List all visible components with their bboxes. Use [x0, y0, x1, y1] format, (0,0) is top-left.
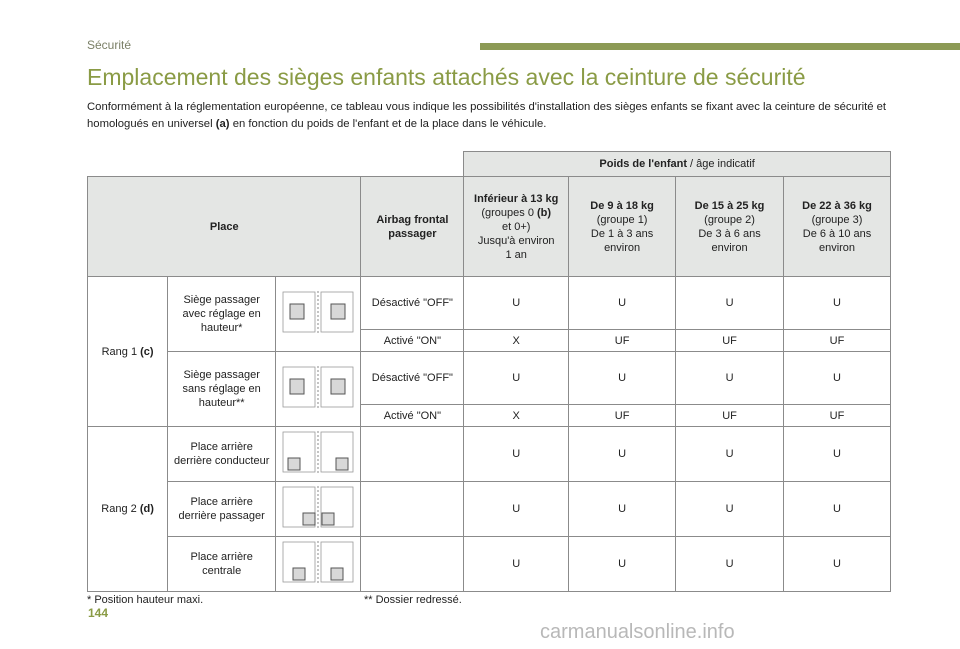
- value-cell: U: [569, 277, 676, 330]
- seat-diagram-icon: [279, 539, 357, 585]
- airbag-state: [361, 482, 464, 537]
- table-row: [88, 277, 891, 330]
- intro-paragraph: [87, 99, 887, 133]
- airbag-state: [361, 537, 464, 592]
- value-cell: U: [569, 482, 676, 537]
- value-cell: U: [784, 277, 891, 330]
- seat-label: Place arrière centrale: [168, 537, 276, 592]
- seat-diagram-cell: [276, 277, 361, 352]
- seat-label: Siège passager sans réglage en hauteur**: [168, 352, 276, 427]
- seat-diagram-cell: [276, 427, 361, 482]
- place-header: Place: [88, 177, 361, 277]
- group-header-1: De 9 à 18 kg (groupe 1) De 1 à 3 ans environ: [569, 177, 676, 277]
- table-row: [88, 352, 891, 405]
- value-cell: UF: [676, 330, 784, 352]
- section-label: Sécurité: [87, 38, 132, 52]
- value-cell: UF: [569, 330, 676, 352]
- seat-diagram-icon: [279, 484, 357, 530]
- value-cell: U: [464, 352, 569, 405]
- value-cell: U: [676, 427, 784, 482]
- seat-diagram-cell: [276, 352, 361, 427]
- intro-text-start: Conformément à la réglementation européenne, ce tableau vous indique les possibilités d'installation des sièges enfants se fixant avec la ceinture de sécurité et homologués en universel: [87, 101, 887, 130]
- page-number: 144: [88, 606, 109, 620]
- value-cell: X: [464, 330, 569, 352]
- rang-1-label: Rang 1 (c): [88, 277, 168, 427]
- value-cell: U: [676, 277, 784, 330]
- value-cell: U: [569, 537, 676, 592]
- group-header-2: De 15 à 25 kg (groupe 2) De 3 à 6 ans environ: [676, 177, 784, 277]
- table-row: [88, 537, 891, 592]
- value-cell: U: [569, 352, 676, 405]
- table-row: [88, 427, 891, 482]
- rang-2-label: Rang 2 (d): [88, 427, 168, 592]
- group-header-3: De 22 à 36 kg (groupe 3) De 6 à 10 ans environ: [784, 177, 891, 277]
- value-cell: UF: [784, 330, 891, 352]
- airbag-state: [361, 427, 464, 482]
- value-cell: U: [784, 352, 891, 405]
- value-cell: U: [464, 277, 569, 330]
- value-cell: U: [676, 537, 784, 592]
- group-header-0: Inférieur à 13 kg (groupes 0 (b) et 0+) Jusqu'à environ 1 an: [464, 177, 569, 277]
- value-cell: U: [676, 482, 784, 537]
- value-cell: U: [784, 482, 891, 537]
- value-cell: U: [464, 537, 569, 592]
- value-cell: U: [464, 427, 569, 482]
- airbag-state: Désactivé "OFF": [361, 352, 464, 405]
- child-seat-table: [87, 151, 891, 592]
- footnote-backrest: ** Dossier redressé.: [364, 594, 462, 606]
- value-cell: U: [569, 427, 676, 482]
- footnote-height: * Position hauteur maxi.: [87, 594, 204, 606]
- seat-label: Place arrière derrière conducteur: [168, 427, 276, 482]
- value-cell: UF: [569, 405, 676, 427]
- table-row: [88, 482, 891, 537]
- watermark: carmanualsonline.info: [540, 621, 735, 643]
- value-cell: UF: [676, 405, 784, 427]
- airbag-state: Activé "ON": [361, 405, 464, 427]
- value-cell: X: [464, 405, 569, 427]
- value-cell: U: [784, 427, 891, 482]
- seat-diagram-icon: [279, 364, 357, 410]
- intro-text-end: en fonction du poids de l'enfant et de la place dans le véhicule.: [229, 118, 547, 130]
- value-cell: UF: [784, 405, 891, 427]
- airbag-state: Activé "ON": [361, 330, 464, 352]
- table-corner: [88, 152, 464, 177]
- airbag-state: Désactivé "OFF": [361, 277, 464, 330]
- value-cell: U: [464, 482, 569, 537]
- weight-header: Poids de l'enfant / âge indicatif: [464, 152, 891, 177]
- seat-label: Siège passager avec réglage en hauteur*: [168, 277, 276, 352]
- intro-note-ref: (a): [215, 118, 230, 130]
- page-title: Emplacement des sièges enfants attachés avec la ceinture de sécurité: [87, 64, 806, 90]
- seat-diagram-icon: [279, 429, 357, 475]
- airbag-header: Airbag frontal passager: [361, 177, 464, 277]
- value-cell: U: [784, 537, 891, 592]
- seat-label: Place arrière derrière passager: [168, 482, 276, 537]
- section-divider-bar: [480, 43, 960, 50]
- seat-diagram-cell: [276, 537, 361, 592]
- seat-diagram-icon: [279, 289, 357, 335]
- seat-diagram-cell: [276, 482, 361, 537]
- value-cell: U: [676, 352, 784, 405]
